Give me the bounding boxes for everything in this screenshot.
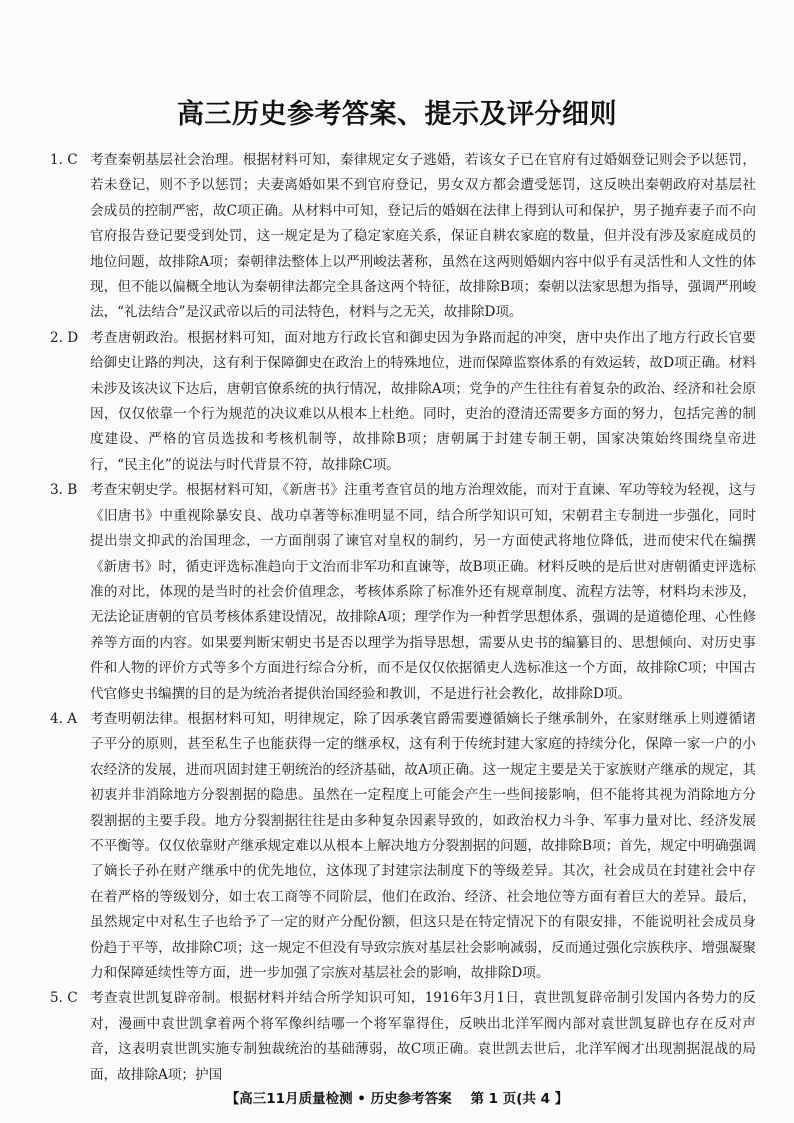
answer-list [50, 148, 756, 1088]
answer-number: 2. D [50, 329, 79, 346]
answer-explanation: 考查明朝法律。根据材料可知，明律规定，除了因承袭官爵需要遵循嫡长子继承制外，在家财继承上则遵循诸子平分的原则，甚至私生子也能获得一定的继承权，这有利于传统封建大家庭的持续分化，保障一家一户的小农经济的发展，进而巩固封建王朝统治的经济基础，故A项正确。这一规定主要是关于家族财产继承的规定，其初衷并非消除地方分裂割据的隐患。虽然在一定程度上可能会产生一些间接影响，但不能将其视为消除地方分裂割据的主要手段。地方分裂割据往往是由多种复杂因素导致的，如政治权力斗争、军事力量对比、经济发展不平衡等。仅仅依靠财产继承规定难以从根本上解决地方分裂割据的问题，故排除B项；首先，规定中明确强调了嫡长子孙在财产继承中的优先地位，这体现了封建宗法制度下的等级差异。其次，社会成员在封建社会中存在着严格的等级划分，如士农工商等不同阶层，他们在政治、经济、社会地位等方面有着巨大的差异。最后，虽然规定中对私生子也给予了一定的财产分配份额，但这只是在特定情况下的有限安排，不能说明社会成员身份趋于平等，故排除C项；这一规定不但没有导致宗族对基层社会影响减弱，反而通过强化宗族秩序、增强凝聚力和保障延续性等方面，进一步加强了宗族对基层社会的影响，故排除D项。 [90, 710, 756, 981]
footer-page-number: 第 1 页(共 4 】 [470, 1091, 569, 1107]
footer-separator: • [357, 1091, 366, 1107]
answer-item-3 [50, 478, 756, 707]
answer-explanation: 考查秦朝基层社会治理。根据材料可知，秦律规定女子逃婚，若该女子已在官府有过婚姻登记则会予以惩罚，若未登记，则不予以惩罚；夫妻离婚如果不到官府登记，男女双方都会遭受惩罚，这反映出秦朝政府对基层社会成员的控制严密，故C项正确。从材料中可知，登记后的婚姻在法律上得到认可和保护，男子抛弃妻子而不向官府报告登记要受到处罚，这一规定是为了稳定家庭关系，保证自耕农家庭的数量，但并没有涉及家庭成员的地位问题，故排除A项；秦朝律法整体上以严刑峻法著称，虽然在这两则婚姻内容中似乎有灵活性和人文性的体现，但不能以偏概全地认为秦朝律法都完全具备这两个特征，故排除B项；秦朝以法家思想为指导，强调严刑峻法，“礼法结合”是汉武帝以后的司法特色，材料与之无关，故排除D项。 [90, 152, 756, 321]
answer-number: 4. A [50, 710, 78, 727]
answer-item-2 [50, 326, 756, 478]
answer-number: 1. C [50, 152, 78, 168]
page-title: 高三历史参考答案、提示及评分细则 [177, 99, 617, 130]
page-footer [0, 1087, 794, 1107]
footer-subject: 历史参考答案 [370, 1091, 452, 1107]
answer-item-5 [50, 986, 756, 1088]
answer-explanation: 考查袁世凯复辟帝制。根据材料并结合所学知识可知，1916年3月1日，袁世凯复辟帝制引发国内各势力的反对，漫画中袁世凯拿着两个将军像纠结哪一个将军靠得住，反映出北洋军阀内部对袁世凯复辟也存在反对声音，这表明袁世凯实施专制独裁统治的基础薄弱，故C项正确。袁世凯去世后，北洋军阀才出现割据混战的局面，故排除A项；护国 [90, 990, 756, 1083]
answer-number: 3. B [50, 482, 78, 499]
footer-exam-name: 【高三11月质量检测 [225, 1091, 353, 1107]
answer-item-1 [50, 148, 756, 326]
answer-explanation: 考查唐朝政治。根据材料可知，面对地方行政长官和御史因为争路而起的冲突，唐中央作出了地方行政长官要给御史让路的判决，这有利于保障御史在政治上的特殊地位，进而保障监察体系的有效运转，故D项正确。材料未涉及该决议下达后，唐朝官僚系统的执行情况，故排除A项；党争的产生往往有着复杂的政治、经济和社会原因，仅仅依靠一个行为规范的决议难以从根本上杜绝。同时，吏治的澄清还需要多方面的努力，包括完善的制度建设、严格的官员选拔和考核机制等，故排除B项；唐朝属于封建专制王朝，国家决策始终围绕皇帝进行，“民主化”的说法与时代背景不符，故排除C项。 [90, 329, 756, 473]
answer-explanation: 考查宋朝史学。根据材料可知，《新唐书》注重考查官员的地方治理效能，而对于直谏、军功等较为轻视，这与《旧唐书》中重视除暴安良、战功卓著等标准明显不同，结合所学知识可知，宋朝君主专制进一步强化，同时提出崇文抑武的治国理念，一方面削弱了谏官对皇权的制约，另一方面使武将地位降低，进而使宋代在编撰《新唐书》时，循吏评选标准趋向于文治而非军功和直谏等，故B项正确。材料反映的是后世对唐朝循吏评选标准的对比，体现的是当时的社会价值理念，考核体系除了标准外还有规章制度、流程方法等，材料均未涉及，无法论证唐朝的官员考核体系建设情况，故排除A项；理学作为一种哲学思想体系，强调的是道德伦理、心性修养等方面的内容。如果要判断宋朝史书是否以理学为指导思想，需要从史书的编纂目的、思想倾向、对历史事件和人物的评价方式等多个方面进行综合分析，而不是仅仅依据循吏人选标准这一个方面，故排除C项；中国古代官修史书编撰的目的是为统治者提供治国经验和教训，不是进行社会教化，故排除D项。 [90, 482, 756, 702]
answer-number: 5. C [50, 990, 78, 1007]
answer-item-4 [50, 707, 756, 986]
